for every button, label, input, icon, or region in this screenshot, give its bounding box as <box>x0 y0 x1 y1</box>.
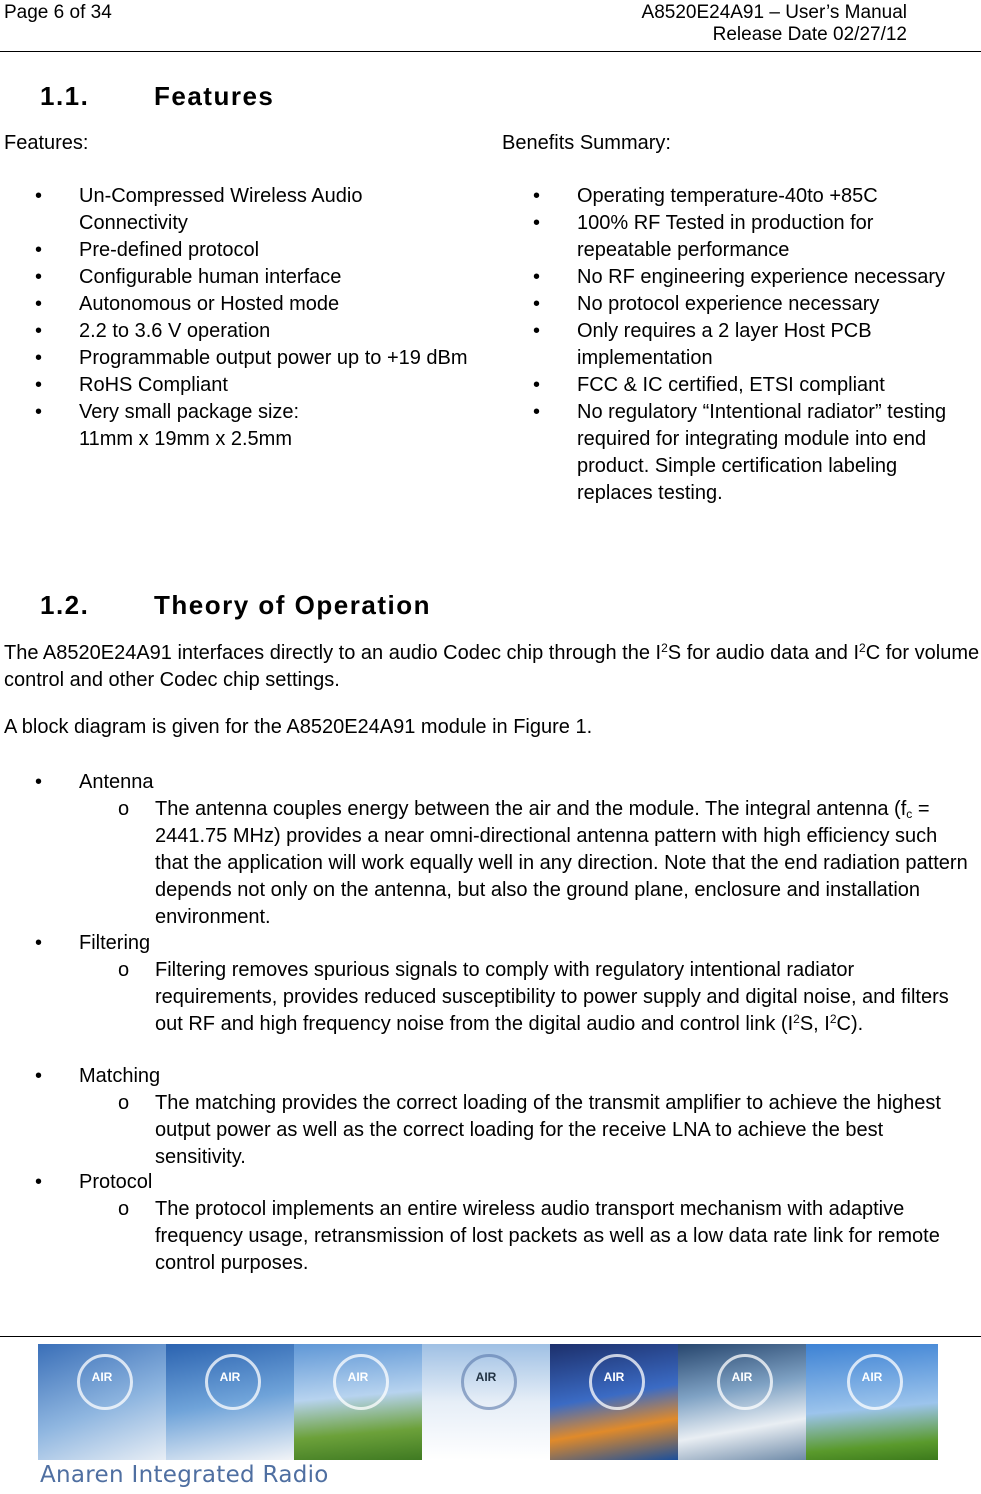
footer-rule <box>0 1336 981 1337</box>
theory-intro: The A8520E24A91 interfaces directly to an audio Codec chip through the $I^2S$ for audio data and $I^2C$ for volume control and other Codec chip settings. <box>4 641 980 691</box>
list-item: • Pre-defined protocol <box>35 239 260 261</box>
banner-photo: AIR <box>38 1344 166 1460</box>
section-heading-theory: 1.2. Theory of Operation <box>40 590 431 620</box>
antenna-description: o The antenna couples energy between the air and the module. The integral antenna ($f_c = 2441.75$ MHz) provides a near omni-directional antenna pattern with high efficiency such that the application will work equally well in any direction. Note that the end radiation pattern depends not only on the antenna, but also the ground plane, enclosure and installation environment. <box>118 798 968 928</box>
list-item-antenna: • Antenna <box>35 771 154 793</box>
filtering-description: o Filtering removes spurious signals to comply with regulatory intentional radiator requirements, provides reduced susceptibility to power supply and digital noise, and filters out RF and high frequency noise from the digital audio and control link ($I^2S$, $I^2C$). <box>118 959 949 1035</box>
list-item: • No protocol experience necessary <box>533 293 880 315</box>
banner-photo: AIR <box>550 1344 678 1460</box>
list-item-protocol: • Protocol <box>35 1171 153 1193</box>
list-item: • 100% RF Tested in production for repeatable performance <box>533 212 874 261</box>
block-diagram-note: A block diagram is given for the A8520E24A91 module in Figure 1. <box>4 716 593 738</box>
banner-photo: AIR <box>166 1344 294 1460</box>
features-list <box>4 183 474 453</box>
list-item: • Autonomous or Hosted mode <box>35 293 340 315</box>
theory-items-list <box>4 1169 976 1196</box>
page-number: Page 6 of 34 <box>4 2 112 23</box>
list-item: • RoHS Compliant <box>35 374 228 396</box>
theory-items-list <box>4 930 976 957</box>
doc-title: A8520E24A91 – User’s Manual <box>641 2 907 23</box>
banner-photo: AIR <box>678 1344 806 1460</box>
list-item: • Configurable human interface <box>35 266 342 288</box>
list-item: • Operating temperature-40to +85C <box>533 185 878 207</box>
list-item-matching: • Matching <box>35 1065 161 1087</box>
header-rule <box>0 51 981 52</box>
document-header <box>642 2 907 46</box>
list-item: • No RF engineering experience necessary <box>533 266 945 288</box>
footer-banner <box>38 1344 938 1460</box>
list-item: • Very small package size: 11mm x 19mm x 2.5mm <box>35 401 300 450</box>
section-heading-features: 1.1. Features <box>40 81 275 111</box>
list-item: • Un-Compressed Wireless Audio Connectivity <box>35 185 363 234</box>
protocol-description: o The protocol implements an entire wireless audio transport mechanism with adaptive frequency usage, retransmission of lost packets as well as a low data rate link for remote control purposes. <box>118 1198 940 1274</box>
theory-items-list <box>4 769 976 796</box>
list-item: • Only requires a 2 layer Host PCB implementation <box>533 320 872 369</box>
banner-photo: AIR <box>294 1344 422 1460</box>
benefits-list <box>502 183 972 507</box>
brand-logo-text: Anaren Integrated Radio <box>40 1462 329 1488</box>
matching-description: o The matching provides the correct loading of the transmit amplifier to achieve the highest output power as well as the correct loading for the receive LNA to achieve the best sensitivity. <box>118 1092 941 1168</box>
benefits-label: Benefits Summary: <box>502 132 671 154</box>
list-item: • Programmable output power up to +19 dBm <box>35 347 468 369</box>
release-date: Release Date 02/27/12 <box>712 24 907 45</box>
theory-items-list <box>4 1063 976 1090</box>
list-item: • 2.2 to 3.6 V operation <box>35 320 271 342</box>
banner-photo: AIR <box>806 1344 938 1460</box>
list-item-filtering: • Filtering <box>35 932 151 954</box>
features-label: Features: <box>4 132 89 154</box>
banner-photo: AIR <box>422 1344 550 1460</box>
list-item: • No regulatory “Intentional radiator” testing required for integrating module into end product. Simple certification labeling replaces testing. <box>533 401 947 504</box>
list-item: • FCC & IC certified, ETSI compliant <box>533 374 885 396</box>
